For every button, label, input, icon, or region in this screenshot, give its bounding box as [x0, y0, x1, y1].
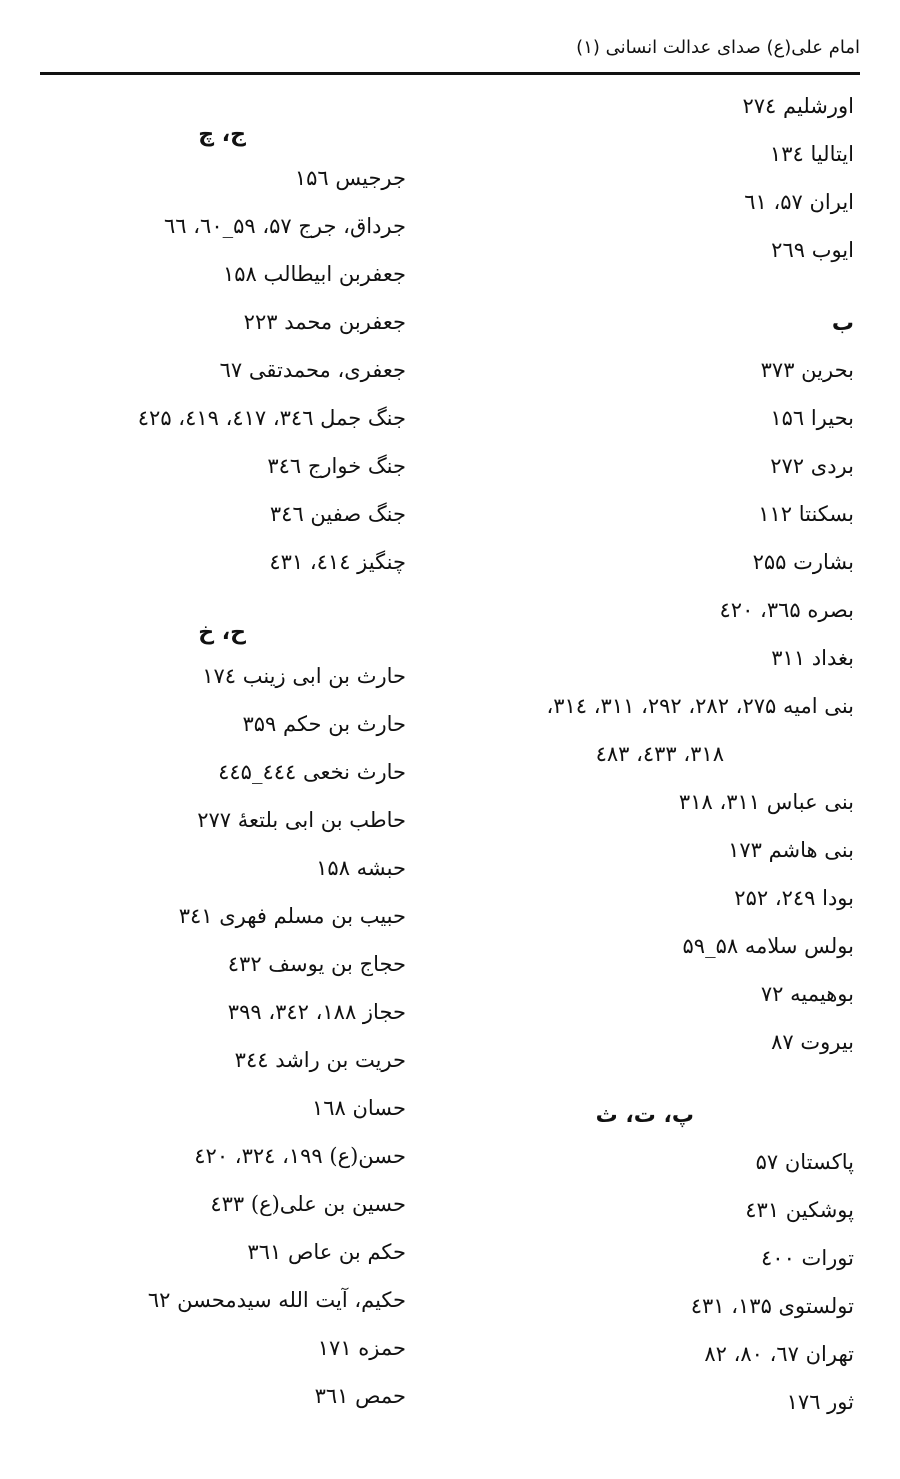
index-entry: بشارت ۲۵۵ — [752, 550, 854, 574]
spacer — [484, 1068, 854, 1092]
index-entry: جنگ صفین ۳٤٦ — [269, 502, 406, 526]
index-entry: جرداق، جرج ۵۷، ۵۹_٦۰، ٦٦ — [164, 214, 406, 238]
index-entry: ثور ۱۷٦ — [786, 1390, 854, 1414]
index-entry: حریت بن راشد ۳٤٤ — [234, 1048, 406, 1072]
index-entry: بغداد ۳۱۱ — [771, 646, 854, 670]
index-entry: بردی ۲۷۲ — [770, 454, 854, 478]
index-entry: بوهیمیه ۷۲ — [760, 982, 854, 1006]
index-entry: حارث بن ابی زینب ۱۷٤ — [202, 664, 406, 688]
index-entry: بولس سلامه ۵۸_۵۹ — [682, 934, 854, 958]
index-entry: حمزه ۱۷۱ — [317, 1336, 406, 1360]
index-entry: تورات ٤۰۰ — [761, 1246, 854, 1270]
index-entry: حاطب بن ابی بلتعۀ ۲۷۷ — [197, 808, 406, 832]
index-entry: ایران ۵۷، ٦۱ — [744, 190, 854, 214]
index-entry: حبیب بن مسلم فهری ۳٤۱ — [178, 904, 406, 928]
index-entry: جنگ جمل ۳٤٦، ٤۱۷، ٤۱۹، ٤۲۵ — [137, 406, 406, 430]
index-entry: تهران ٦۷، ۸۰، ۸۲ — [704, 1342, 854, 1366]
index-entry: حسن(ع) ۱۹۹، ۳۲٤، ٤۲۰ — [194, 1144, 406, 1168]
index-column-left — [36, 84, 406, 1422]
index-entry: تولستوی ۱۳۵، ٤۳۱ — [690, 1294, 854, 1318]
index-entry: بحیرا ۱۵٦ — [770, 406, 854, 430]
index-entry: حجاز ۱۸۸، ۳٤۲، ۳۹۹ — [227, 1000, 406, 1024]
index-entry: حمص ۳٦۱ — [314, 1384, 406, 1408]
index-entry: بحرین ۳۷۳ — [760, 358, 854, 382]
index-entry: بصره ۳٦۵، ٤۲۰ — [719, 598, 854, 622]
index-entry: پاکستان ۵۷ — [755, 1150, 854, 1174]
book-title: امام علی(ع) صدای عدالت انسانی (۱) — [576, 37, 860, 58]
index-entry: حارث بن حکم ۳۵۹ — [242, 712, 406, 736]
index-column-right — [484, 84, 854, 1428]
spacer — [484, 276, 854, 300]
index-entry: پوشکین ٤۳۱ — [745, 1198, 854, 1222]
section-heading-j-ch: ج، چ — [198, 122, 246, 147]
index-entry: حکم بن عاص ۳٦۱ — [247, 1240, 406, 1264]
index-entry-continuation: ۳۱۸، ٤۳۳، ٤۸۳ — [595, 742, 724, 766]
index-entry: بنی امیه ۲۷۵، ۲۸۲، ۲۹۲، ۳۱۱، ۳۱٤، — [546, 694, 854, 718]
index-entry: بنی عباس ۳۱۱، ۳۱۸ — [678, 790, 854, 814]
index-entry: جعفربن ابیطالب ۱۵۸ — [222, 262, 406, 286]
index-entry: حکیم، آیت الله سیدمحسن ٦۲ — [147, 1288, 406, 1312]
index-entry: جرجیس ۱۵٦ — [294, 166, 406, 190]
running-header — [40, 30, 860, 75]
section-heading-b: ب — [831, 311, 854, 336]
index-entry: بودا ۲٤۹، ۲۵۲ — [734, 886, 854, 910]
index-entry: ایوب ۲٦۹ — [771, 238, 854, 262]
index-entry: حسین بن علی(ع) ٤۳۳ — [210, 1192, 406, 1216]
index-entry: اورشلیم ۲۷٤ — [742, 94, 854, 118]
spacer — [36, 588, 406, 612]
index-entry: بنی هاشم ۱۷۳ — [728, 838, 854, 862]
index-entry: ایتالیا ۱۳٤ — [769, 142, 854, 166]
index-entry: حجاج بن یوسف ٤۳۲ — [227, 952, 406, 976]
index-entry: جعفربن محمد ۲۲۳ — [243, 310, 406, 334]
index-entry: بیروت ۸۷ — [771, 1030, 854, 1054]
index-entry: چنگیز ٤۱٤، ٤۳۱ — [269, 550, 406, 574]
index-entry: حسان ۱٦۸ — [311, 1096, 406, 1120]
index-entry: جعفری، محمدتقی ٦۷ — [219, 358, 406, 382]
index-entry: بسکنتا ۱۱۲ — [758, 502, 854, 526]
index-entry: حبشه ۱۵۸ — [316, 856, 406, 880]
section-heading-h-kh: ح، خ — [198, 620, 246, 645]
index-entry: جنگ خوارج ۳٤٦ — [267, 454, 406, 478]
section-heading-p-t-th: پ، ت، ث — [595, 1103, 694, 1128]
index-entry: حارث نخعی ٤٤٤_٤٤۵ — [218, 760, 406, 784]
